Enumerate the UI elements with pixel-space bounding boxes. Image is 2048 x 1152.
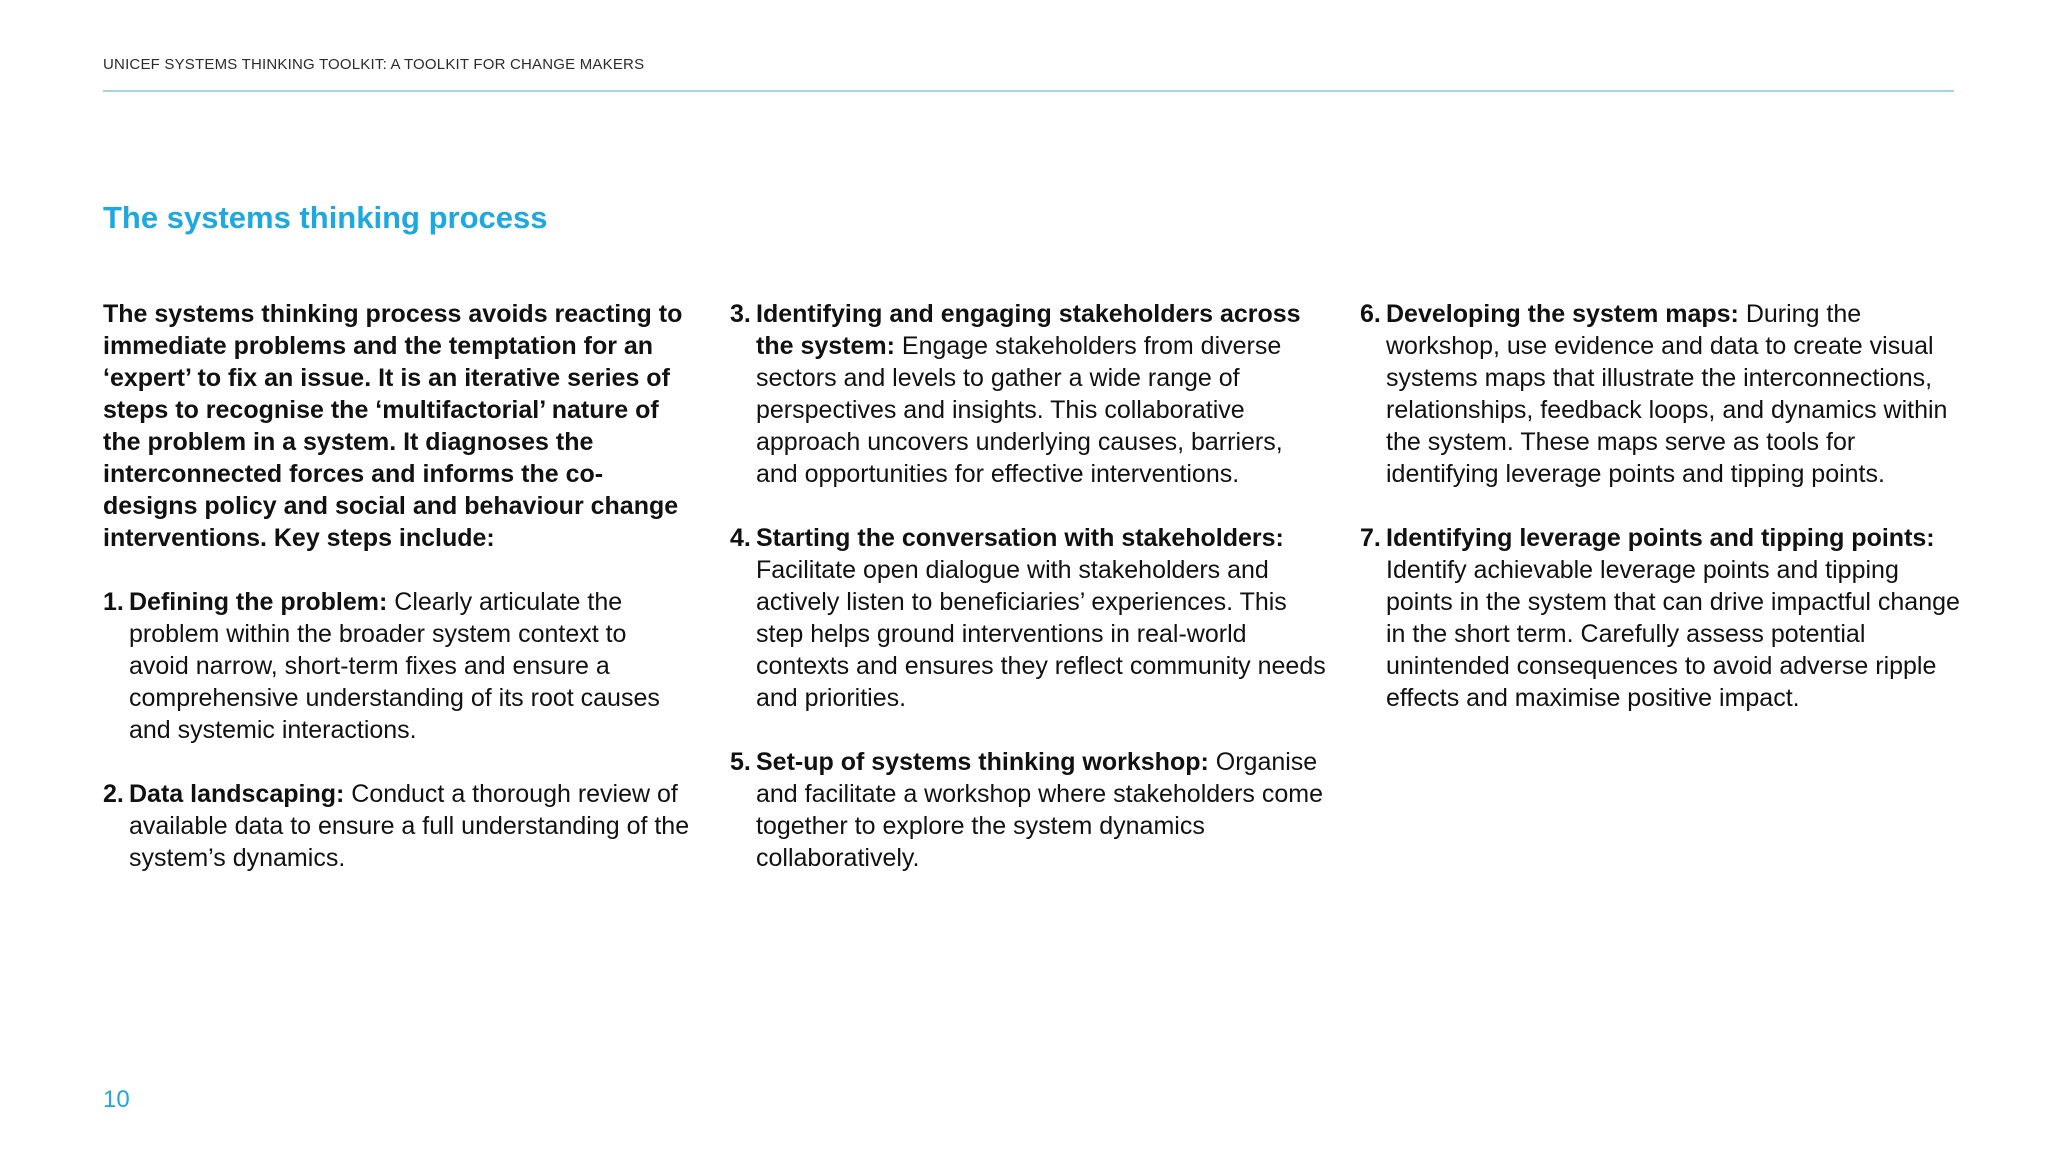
step-item xyxy=(730,522,1330,714)
step-text: Organise and facilitate a workshop where stakeholders come together to explore the system dynamics collaboratively. xyxy=(756,748,1323,872)
column-2 xyxy=(730,298,1330,906)
step-body xyxy=(756,746,1330,874)
step-title: Developing the system maps: xyxy=(1386,300,1746,328)
step-item xyxy=(730,746,1330,874)
step-text: Conduct a thorough review of available data to ensure a full understanding of the system’s dynamics. xyxy=(129,780,690,872)
step-title: Data landscaping: xyxy=(129,780,352,808)
step-number: 6. xyxy=(1360,300,1381,328)
step-item xyxy=(103,586,693,746)
section-title: The systems thinking process xyxy=(103,200,548,235)
step-text: Facilitate open dialogue with stakeholders and actively listen to beneficiaries’ experiences. This step helps ground interventions in real-world contexts and ensures they reflect community needs and priorities. xyxy=(756,556,1326,712)
step-number: 2. xyxy=(103,780,124,808)
step-title: Identifying leverage points and tipping points: xyxy=(1386,524,1935,552)
step-title: Set-up of systems thinking workshop: xyxy=(756,748,1216,776)
step-text: Clearly articulate the problem within the broader system context to avoid narrow, short-term fixes and ensure a comprehensive understanding of its root causes and systemic interactions. xyxy=(129,588,660,744)
step-body xyxy=(1386,298,1960,490)
step-item xyxy=(1360,522,1960,714)
page-number: 10 xyxy=(103,1086,130,1113)
step-title: Defining the problem: xyxy=(129,588,395,616)
step-number: 7. xyxy=(1360,524,1381,552)
step-body xyxy=(756,298,1330,490)
column-3 xyxy=(1360,298,1960,746)
step-number: 1. xyxy=(103,588,124,616)
step-text: Identify achievable leverage points and tipping points in the system that can drive impactful change in the short term. Carefully assess potential unintended consequences to avoid adverse ripple effects and maximise positive impact. xyxy=(1386,556,1960,712)
running-header: UNICEF SYSTEMS THINKING TOOLKIT: A TOOLKIT FOR CHANGE MAKERS xyxy=(103,56,645,73)
step-body xyxy=(756,522,1330,714)
header-divider xyxy=(103,90,1954,92)
step-item xyxy=(103,778,693,874)
step-number: 5. xyxy=(730,748,751,776)
column-1 xyxy=(103,298,693,906)
step-number: 3. xyxy=(730,300,751,328)
step-title: Identifying and engaging stakeholders across the system: xyxy=(756,300,1301,360)
intro-paragraph: The systems thinking process avoids reacting to immediate problems and the temptation for an ‘expert’ to fix an issue. It is an iterative series of steps to recognise the ‘multifactorial’ nature of the problem in a system. It diagnoses the interconnected forces and informs the co-designs policy and social and behaviour change interventions. Key steps include: xyxy=(103,300,683,552)
step-item xyxy=(730,298,1330,490)
step-title: Starting the conversation with stakeholders: xyxy=(756,524,1284,552)
step-number: 4. xyxy=(730,524,751,552)
step-text: During the workshop, use evidence and data to create visual systems maps that illustrate the interconnections, relationships, feedback loops, and dynamics within the system. These maps serve as tools for identifying leverage points and tipping points. xyxy=(1386,300,1948,488)
step-body xyxy=(1386,522,1960,714)
step-body xyxy=(129,778,693,874)
step-item xyxy=(1360,298,1960,490)
step-text: Engage stakeholders from diverse sectors and levels to gather a wide range of perspectives and insights. This collaborative approach uncovers underlying causes, barriers, and opportunities for effective interventions. xyxy=(756,332,1283,488)
step-body xyxy=(129,586,693,746)
